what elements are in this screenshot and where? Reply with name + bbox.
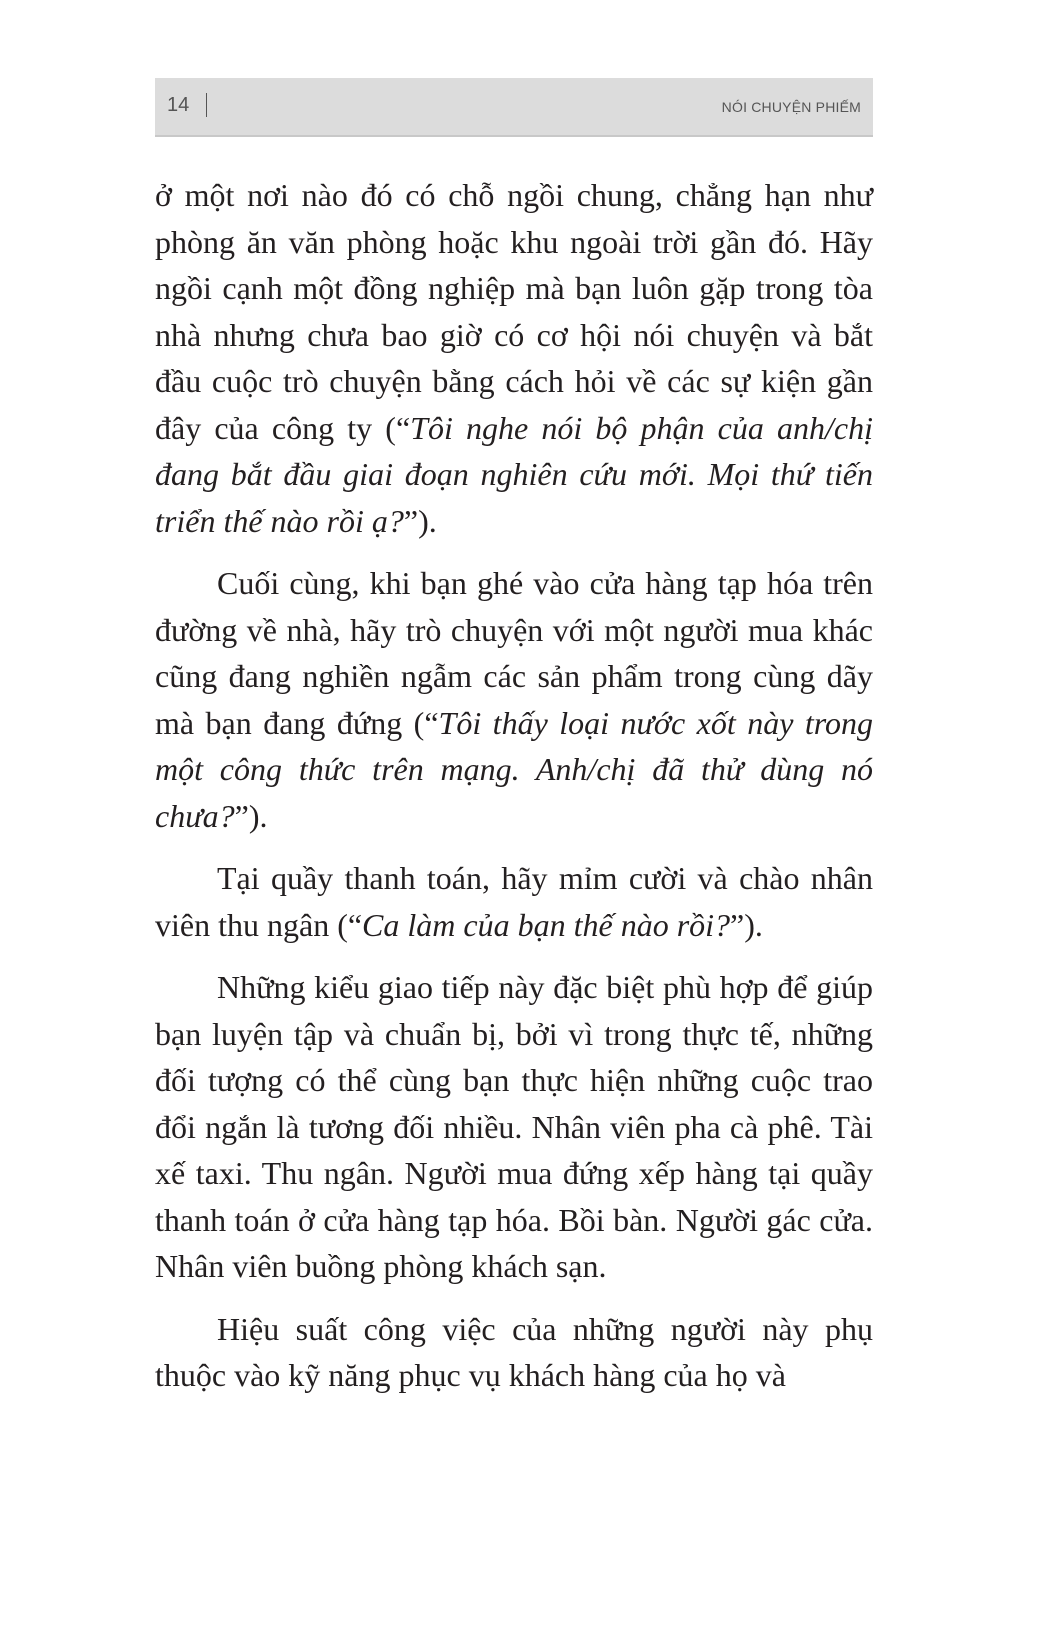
paragraph-2-quote: Tôi thấy loại nước xốt này trong một công thức trên mạng. Anh/chị đã thử dùng nó chưa?	[155, 704, 874, 834]
paragraph-3	[155, 855, 873, 948]
page-number: 14	[167, 94, 190, 116]
paragraph-2	[155, 560, 873, 839]
page-body	[155, 172, 873, 1399]
paragraph-1-end: ”).	[403, 502, 437, 539]
header-divider	[206, 93, 207, 117]
paragraph-1	[155, 172, 873, 544]
running-header	[155, 78, 873, 137]
paragraph-1-text: ở một nơi nào đó có chỗ ngồi chung, chẳng hạn như phòng ăn văn phòng hoặc khu ngoài trời gần đó. Hãy ngồi cạnh một đồng nghiệp mà bạn luôn gặp trong tòa nhà nhưng chưa bao giờ có cơ hội nói chuyện và bắt đầu cuộc trò chuyện bằng cách hỏi về các sự kiện gần đây của công ty (“	[155, 177, 873, 446]
paragraph-3-quote: Ca làm của bạn thế nào rồi?	[362, 906, 731, 943]
paragraph-5: Hiệu suất công việc của những người này phụ thuộc vào kỹ năng phục vụ khách hàng của họ và	[155, 1310, 873, 1393]
paragraph-4: Những kiểu giao tiếp này đặc biệt phù hợp để giúp bạn luyện tập và chuẩn bị, bởi vì trong thực tế, những đối tượng có thể cùng bạn thực hiện những cuộc trao đổi ngắn là tương đối nhiều. Nhân viên pha cà phê. Tài xế taxi. Thu ngân. Người mua đứng xếp hàng tại quầy thanh toán ở cửa hàng tạp hóa. Bồi bàn. Người gác cửa. Nhân viên buồng phòng khách sạn.	[155, 969, 873, 1284]
paragraph-1-quote: Tôi nghe nói bộ phận của anh/chị đang bắt đầu giai đoạn nghiên cứu mới. Mọi thứ tiến triển thế nào rồi ạ?	[155, 409, 874, 539]
paragraph-3-end: ”).	[730, 906, 763, 943]
paragraph-3-text: Tại quầy thanh toán, hãy mỉm cười và chào nhân viên thu ngân (“	[155, 860, 873, 943]
paragraph-2-end: ”).	[234, 797, 268, 834]
running-title: NÓI CHUYỆN PHIẾM	[721, 99, 861, 115]
paragraph-2-text: Cuối cùng, khi bạn ghé vào cửa hàng tạp hóa trên đường về nhà, hãy trò chuyện với một người mua khác cũng đang nghiền ngẫm các sản phẩm trong cùng dãy mà bạn đang đứng (“	[155, 565, 873, 741]
